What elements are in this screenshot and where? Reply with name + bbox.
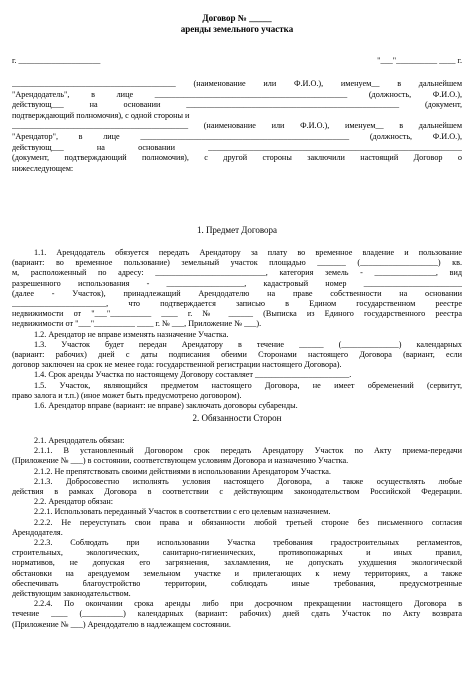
text-line: 2.1.3. Добросовестно исполнять условия настоящего Договора, а также осуществлять любые (34, 476, 462, 486)
text-line: подтверждающий полномочия), с одной стороны и (12, 110, 190, 120)
text-line: 1.3. Участок будет передан Арендатору в течение ______ (______________) календарных (34, 339, 462, 349)
text-line: (Приложение № ___) в состоянии, соответствующем условиям Договора и назначению Участка. (12, 456, 349, 466)
text-line: 2.1. Арендодатель обязан: (34, 436, 125, 445)
title-line-1: Договор № _____ (202, 14, 272, 23)
text-line: 1.6. Арендатор вправе (вариант: не вправе) заключать договоры субаренды. (34, 401, 298, 410)
text-line: право залога и т.п.) (иное может быть предусмотрено договором). (12, 390, 242, 400)
text-line: 2.1.2. Не препятствовать своими действиями в использовании Арендатором Участка. (34, 466, 331, 476)
text-line: (документ, подтверждающий полномочия), с другой стороны заключили настоящий Договор о (12, 153, 462, 163)
text-line: 2.2.2. Не переуступать свои права и обязанности любой третьей стороне без письменного согласия (34, 517, 462, 527)
text-line: недвижимости от "___"__________ ____ г. № ___, Приложение № ___). (12, 319, 262, 329)
text-line: строительных, экологических, санитарно-гигиенических, противопожарных и иных правил, (12, 548, 462, 558)
text-line: 2.2. Арендатор обязан: (34, 497, 113, 507)
text-line: "Арендодатель", в лице _______________________________________________ (должность, Ф.И.О.), (12, 89, 462, 99)
text-line: обеспечивать благоустройство территории, соблюдать иные требования, предусмотренные (12, 578, 462, 588)
text-line: 1.2. Арендатор не вправе изменять назначение Участка. (34, 329, 229, 339)
text-line: (далее - Участок), принадлежащий Арендодателю на праве собственности на основании (12, 288, 462, 298)
text-line: обстановки на арендуемом земельном участке и прилегающих к нему территориях, а также (12, 568, 462, 578)
text-line: Арендодателя. (12, 527, 63, 537)
title-line-2: аренды земельного участка (180, 25, 294, 34)
text-line: 1.4. Срок аренды Участка по настоящему Договору составляет _______________________. (34, 370, 352, 380)
text-line: действующ___ на основании ____________________________________________________ (документ, (12, 100, 462, 110)
text-line: (Приложение № ___) Арендодателю в надлежащем состоянии. (12, 619, 231, 629)
text-line: 2.2.1. Использовать переданный Участок в соответствии с его целевым назначением. (34, 507, 331, 517)
city-field: г. ____________________ (12, 56, 101, 65)
text-line: (вариант: рабочих) дней с даты подписания обеими Сторонами настоящего Договора (вариант, если (12, 350, 462, 359)
text-line: действующим законодательством. (12, 589, 131, 598)
text-line: ________________________________________ (наименование или Ф.И.О.), именуем__ в дальнейшем (12, 79, 462, 88)
text-line: 2.2.3. Соблюдать при использовании Участка требования градостроительных регламентов, (34, 538, 462, 547)
text-line: (вариант: во временное пользование) земельный участок площадью _______ (___________________) кв. (12, 258, 462, 268)
text-line: "Арендатор", в лице ___________________________________________________ (должность, Ф.И.О.), (12, 132, 462, 141)
text-line: нижеследующем: (12, 163, 74, 173)
text-line: 1.5. Участок, являющийся предметом настоящего Договора, не имеет обременений (сервитут, (34, 380, 462, 390)
text-line: ___________________________________________ (наименование или Ф.И.О.), именуем__ в дальнейшем (12, 121, 462, 131)
text-line: разрешенного использования - ___________________, кадастровый номер ________________________ (12, 278, 462, 288)
text-line: м, расположенный по адресу: ___________________________, категория земель - _______________, вид (12, 268, 462, 278)
text-line: действующ___ на основании ______________________________________________________________ (12, 142, 462, 152)
text-line: нормативов, не допуская его загрязнения, захламления, не допускать ухудшения экологической (12, 558, 462, 568)
section-2-heading: 2. Обязанности Сторон (192, 414, 282, 423)
text-line: течение ____ (__________) календарных (вариант: рабочих) дней сдать Участок по Акту возврата (12, 609, 462, 619)
text-line: недвижимости от "___"__________ ____ г. № ______ (Выписка из Единого государственного реестра (12, 309, 462, 319)
section-1-heading: 1. Предмет Договора (196, 226, 278, 235)
text-line: 2.1.1. В установленный Договором срок передать Арендатору Участок по Акту приема-передачи (34, 446, 462, 456)
text-line: действия в рамках Договора в соответствии с действующим законодательством Российской Федерации. (12, 487, 462, 496)
text-line: 1.1. Арендодатель обязуется передать Арендатору за плату во временное владение и пользование (34, 248, 462, 257)
text-line: договор заключен на срок не менее года: государственной регистрации настоящего Договора). (12, 360, 342, 370)
text-line: 2.2.4. По окончании срока аренды либо при досрочном прекращении настоящего Договора в (34, 599, 462, 609)
text-line: _______________________, что подтверждается записью в Едином государственном реестре (12, 299, 462, 308)
date-field: "___"__________ ____ г. (377, 56, 462, 65)
